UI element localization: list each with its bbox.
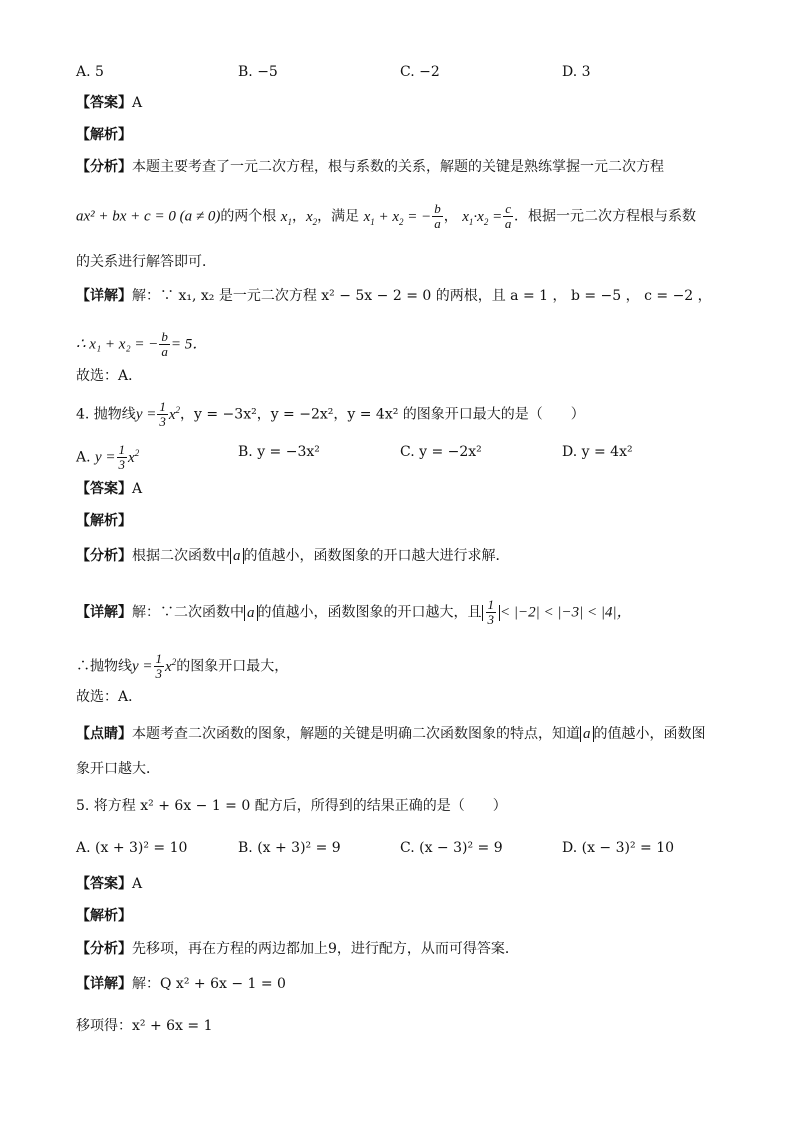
q5-move: 移项得：x² + 6x = 1 (76, 1018, 213, 1034)
q3-detail: 【详解】解：∵ x₁, x₂ 是一元二次方程 x² − 5x − 2 = 0 的两根，且 a = 1 ， b = −5 ， c = −2 ， (76, 288, 712, 304)
q3-option-d: D. 3 (562, 64, 591, 80)
q5-stem: 5. 将方程 x² + 6x − 1 = 0 配方后，所得到的结果正确的是（ ） (76, 798, 507, 814)
q3-option-a: A. 5 (76, 64, 104, 80)
q4-option-c: C. y = −2x² (400, 444, 482, 460)
q5-option-c: C. (x − 3)² = 9 (400, 840, 503, 856)
q5-option-b: B. (x + 3)² = 9 (238, 840, 341, 856)
q3-choose: 故选：A． (76, 368, 143, 384)
q4-conclusion: ∴抛物线y = $\frac{1}{3}$ $x^2$的图象开口最大， (76, 651, 289, 681)
q4-option-d: D. y = 4x² (562, 444, 633, 460)
q4-detail: 【详解】解：∵二次函数中 a 的值越小，函数图象的开口越大，且 $\frac{1}{3}$ < |−2| < |−3| < |4|， (76, 597, 632, 627)
q4-choose: 故选：A． (76, 689, 143, 705)
q4-dianjing-line2: 象开口越大． (76, 761, 160, 777)
q3-conclusion: ∴ x₁ + x₂ = − $\frac{b}{a}$ = 5． (76, 329, 208, 359)
q4-option-b: B. y = −3x² (238, 444, 320, 460)
q5-detail: 【详解】解：Q x² + 6x − 1 = 0 (76, 976, 286, 992)
q3-analysis-heading: 【解析】 (76, 127, 132, 143)
q5-option-a: A. (x + 3)² = 10 (76, 840, 188, 856)
q4-stem: 4. 抛物线y = $\frac{1}{3}$ $x^2$，y = −3x²，y = −2x²，y = 4x² 的图象开口最大的是（ ） (76, 399, 585, 429)
q4-fenxi: 【分析】根据二次函数中 a 的值越小，函数图象的开口越大进行求解． (76, 548, 510, 564)
q3-option-b: B. −5 (238, 64, 278, 80)
q4-answer: 【答案】A (76, 481, 143, 497)
q3-fenxi-line3: 的关系进行解答即可． (76, 254, 216, 270)
q3-option-c: C. −2 (400, 64, 440, 80)
q5-fenxi: 【分析】先移项，再在方程的两边都加上9，进行配方，从而可得答案． (76, 941, 519, 957)
q5-option-d: D. (x − 3)² = 10 (562, 840, 675, 856)
q5-analysis-heading: 【解析】 (76, 908, 132, 924)
q4-dianjing: 【点睛】本题考查二次函数的图象，解题的关键是明确二次函数图象的特点，知道 a 的值越小，函数图 (76, 726, 706, 742)
q3-fenxi-line2: ax² + bx + c = 0 (a ≠ 0)的两个根 $x_1$，$x_2$，满足 $x_1 + x_2$ = − $\frac{b}{a}$ ， $x_1\cdot x_2$ = $\frac{c}{a}$ ．根据一元二次方程根与系数 (76, 201, 696, 231)
q3-answer: 【答案】A (76, 95, 143, 111)
q4-analysis-heading: 【解析】 (76, 513, 132, 529)
q3-fenxi: 【分析】本题主要考查了一元二次方程，根与系数的关系，解题的关键是熟练掌握一元二次方程 (76, 159, 664, 175)
q5-answer: 【答案】A (76, 876, 143, 892)
q4-option-a: A. y = $\frac{1}{3}$ $x^2$ (76, 442, 140, 472)
